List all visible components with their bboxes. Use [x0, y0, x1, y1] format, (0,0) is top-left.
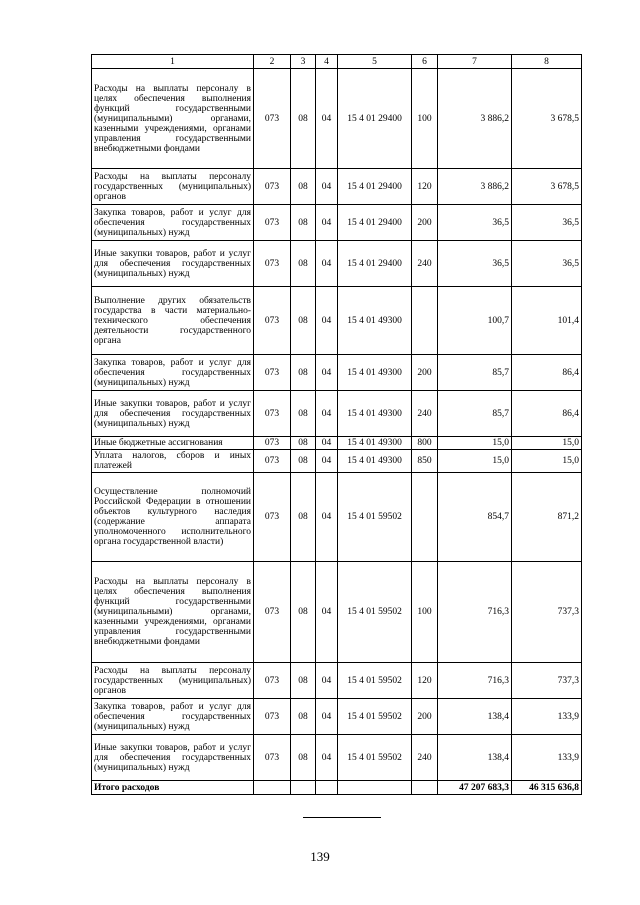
amount-col8-cell: 133,9	[512, 735, 582, 781]
row-description: Расходы на выплаты персоналу в целях обеспечения выполнения функций государственными (муниципальными) органами, казенными учреждениями, органами управления государственными внебюджетными фондами	[92, 69, 254, 169]
section-cell: 08	[291, 663, 316, 699]
expense-type-cell	[412, 287, 438, 355]
table-row	[92, 663, 582, 699]
expense-type-cell: 100	[412, 562, 438, 663]
section-cell: 08	[291, 437, 316, 450]
budget-table	[91, 54, 582, 795]
target-article-cell: 15 4 01 49300	[338, 391, 412, 437]
admin-code-cell: 073	[254, 437, 291, 450]
amount-col8-cell: 737,3	[512, 663, 582, 699]
subsection-cell: 04	[316, 69, 338, 169]
row-description: Иные закупки товаров, работ и услуг для обеспечения государственных (муниципальных) нужд	[92, 735, 254, 781]
amount-col8-cell: 36,5	[512, 205, 582, 241]
section-cell: 08	[291, 735, 316, 781]
target-article-cell: 15 4 01 49300	[338, 437, 412, 450]
subsection-cell: 04	[316, 287, 338, 355]
row-description: Закупка товаров, работ и услуг для обеспечения государственных (муниципальных) нужд	[92, 355, 254, 391]
subsection-cell: 04	[316, 205, 338, 241]
empty-cell	[254, 781, 291, 795]
amount-col7-cell: 854,7	[438, 473, 512, 562]
empty-cell	[338, 781, 412, 795]
amount-col7-cell: 36,5	[438, 241, 512, 287]
column-header: 3	[291, 55, 316, 69]
expense-type-cell: 120	[412, 663, 438, 699]
column-header: 4	[316, 55, 338, 69]
expense-type-cell: 850	[412, 450, 438, 473]
amount-col8-cell: 737,3	[512, 562, 582, 663]
expense-type-cell: 120	[412, 169, 438, 205]
subsection-cell: 04	[316, 241, 338, 287]
subsection-cell: 04	[316, 473, 338, 562]
amount-col8-cell: 133,9	[512, 699, 582, 735]
row-description: Выполнение других обязательств государства в части материально-технического обеспечения деятельности государственного органа	[92, 287, 254, 355]
table-row	[92, 169, 582, 205]
amount-col7-cell: 15,0	[438, 450, 512, 473]
column-header: 7	[438, 55, 512, 69]
amount-col8-cell: 15,0	[512, 437, 582, 450]
target-article-cell: 15 4 01 59502	[338, 699, 412, 735]
table-row	[92, 391, 582, 437]
target-article-cell: 15 4 01 49300	[338, 287, 412, 355]
amount-col7-cell: 716,3	[438, 562, 512, 663]
subsection-cell: 04	[316, 562, 338, 663]
section-cell: 08	[291, 287, 316, 355]
amount-col8-cell: 86,4	[512, 391, 582, 437]
amount-col8-cell: 86,4	[512, 355, 582, 391]
empty-cell	[316, 781, 338, 795]
subsection-cell: 04	[316, 450, 338, 473]
section-cell: 08	[291, 169, 316, 205]
table-row	[92, 287, 582, 355]
row-description: Расходы на выплаты персоналу государственных (муниципальных) органов	[92, 169, 254, 205]
admin-code-cell: 073	[254, 205, 291, 241]
row-description: Расходы на выплаты персоналу в целях обеспечения выполнения функций государственными (муниципальными) органами, казенными учреждениями, органами управления государственными внебюджетными фондами	[92, 562, 254, 663]
admin-code-cell: 073	[254, 562, 291, 663]
total-row	[92, 781, 582, 795]
table-row	[92, 437, 582, 450]
row-description: Закупка товаров, работ и услуг для обеспечения государственных (муниципальных) нужд	[92, 699, 254, 735]
target-article-cell: 15 4 01 59502	[338, 562, 412, 663]
target-article-cell: 15 4 01 29400	[338, 169, 412, 205]
target-article-cell: 15 4 01 59502	[338, 735, 412, 781]
amount-col8-cell: 36,5	[512, 241, 582, 287]
subsection-cell: 04	[316, 735, 338, 781]
table-body	[92, 69, 582, 781]
expense-type-cell: 240	[412, 241, 438, 287]
subsection-cell: 04	[316, 355, 338, 391]
column-header: 5	[338, 55, 412, 69]
target-article-cell: 15 4 01 49300	[338, 355, 412, 391]
section-cell: 08	[291, 699, 316, 735]
amount-col7-cell: 716,3	[438, 663, 512, 699]
table-row	[92, 241, 582, 287]
section-cell: 08	[291, 69, 316, 169]
target-article-cell: 15 4 01 29400	[338, 69, 412, 169]
amount-col8-cell: 3 678,5	[512, 69, 582, 169]
amount-col7-cell: 3 886,2	[438, 169, 512, 205]
target-article-cell: 15 4 01 29400	[338, 205, 412, 241]
row-description: Осуществление полномочий Российской Федерации в отношении объектов культурного наследия (содержание аппарата уполномоченного исполнительного органа государственной власти)	[92, 473, 254, 562]
section-cell: 08	[291, 355, 316, 391]
amount-col8-cell: 101,4	[512, 287, 582, 355]
expense-type-cell: 200	[412, 205, 438, 241]
amount-col8-cell: 871,2	[512, 473, 582, 562]
row-description: Расходы на выплаты персоналу государственных (муниципальных) органов	[92, 663, 254, 699]
amount-col7-cell: 138,4	[438, 699, 512, 735]
amount-col8-cell: 15,0	[512, 450, 582, 473]
column-header: 1	[92, 55, 254, 69]
row-description: Иные закупки товаров, работ и услуг для обеспечения государственных (муниципальных) нужд	[92, 241, 254, 287]
expense-type-cell	[412, 473, 438, 562]
subsection-cell: 04	[316, 169, 338, 205]
table-row	[92, 699, 582, 735]
section-cell: 08	[291, 391, 316, 437]
row-description: Закупка товаров, работ и услуг для обеспечения государственных (муниципальных) нужд	[92, 205, 254, 241]
column-number-row	[92, 55, 582, 69]
target-article-cell: 15 4 01 29400	[338, 241, 412, 287]
row-description: Иные бюджетные ассигнования	[92, 437, 254, 450]
total-value-col8: 46 315 636,8	[512, 781, 582, 795]
expense-type-cell: 200	[412, 355, 438, 391]
subsection-cell: 04	[316, 699, 338, 735]
section-cell: 08	[291, 562, 316, 663]
row-description: Уплата налогов, сборов и иных платежей	[92, 450, 254, 473]
expense-type-cell: 800	[412, 437, 438, 450]
table-row	[92, 473, 582, 562]
admin-code-cell: 073	[254, 735, 291, 781]
admin-code-cell: 073	[254, 69, 291, 169]
amount-col7-cell: 36,5	[438, 205, 512, 241]
amount-col7-cell: 85,7	[438, 391, 512, 437]
target-article-cell: 15 4 01 59502	[338, 473, 412, 562]
admin-code-cell: 073	[254, 169, 291, 205]
expense-type-cell: 240	[412, 391, 438, 437]
row-description: Иные закупки товаров, работ и услуг для обеспечения государственных (муниципальных) нужд	[92, 391, 254, 437]
empty-cell	[291, 781, 316, 795]
amount-col7-cell: 85,7	[438, 355, 512, 391]
amount-col8-cell: 3 678,5	[512, 169, 582, 205]
admin-code-cell: 073	[254, 450, 291, 473]
page-number: 139	[310, 849, 330, 864]
expense-type-cell: 100	[412, 69, 438, 169]
subsection-cell: 04	[316, 663, 338, 699]
amount-col7-cell: 100,7	[438, 287, 512, 355]
table-row	[92, 562, 582, 663]
table-row	[92, 69, 582, 169]
amount-col7-cell: 138,4	[438, 735, 512, 781]
table-row	[92, 205, 582, 241]
amount-col7-cell: 15,0	[438, 437, 512, 450]
section-cell: 08	[291, 205, 316, 241]
table-row	[92, 355, 582, 391]
expense-type-cell: 240	[412, 735, 438, 781]
table-row	[92, 450, 582, 473]
amount-col7-cell: 3 886,2	[438, 69, 512, 169]
section-cell: 08	[291, 450, 316, 473]
admin-code-cell: 073	[254, 241, 291, 287]
empty-cell	[412, 781, 438, 795]
total-value-col7: 47 207 683,3	[438, 781, 512, 795]
target-article-cell: 15 4 01 49300	[338, 450, 412, 473]
admin-code-cell: 073	[254, 663, 291, 699]
subsection-cell: 04	[316, 391, 338, 437]
footer-divider	[303, 817, 381, 818]
column-header: 6	[412, 55, 438, 69]
admin-code-cell: 073	[254, 355, 291, 391]
column-header: 2	[254, 55, 291, 69]
column-header: 8	[512, 55, 582, 69]
admin-code-cell: 073	[254, 699, 291, 735]
admin-code-cell: 073	[254, 287, 291, 355]
total-label: Итого расходов	[92, 781, 254, 795]
admin-code-cell: 073	[254, 473, 291, 562]
target-article-cell: 15 4 01 59502	[338, 663, 412, 699]
table-row	[92, 735, 582, 781]
expense-type-cell: 200	[412, 699, 438, 735]
section-cell: 08	[291, 473, 316, 562]
admin-code-cell: 073	[254, 391, 291, 437]
subsection-cell: 04	[316, 437, 338, 450]
section-cell: 08	[291, 241, 316, 287]
